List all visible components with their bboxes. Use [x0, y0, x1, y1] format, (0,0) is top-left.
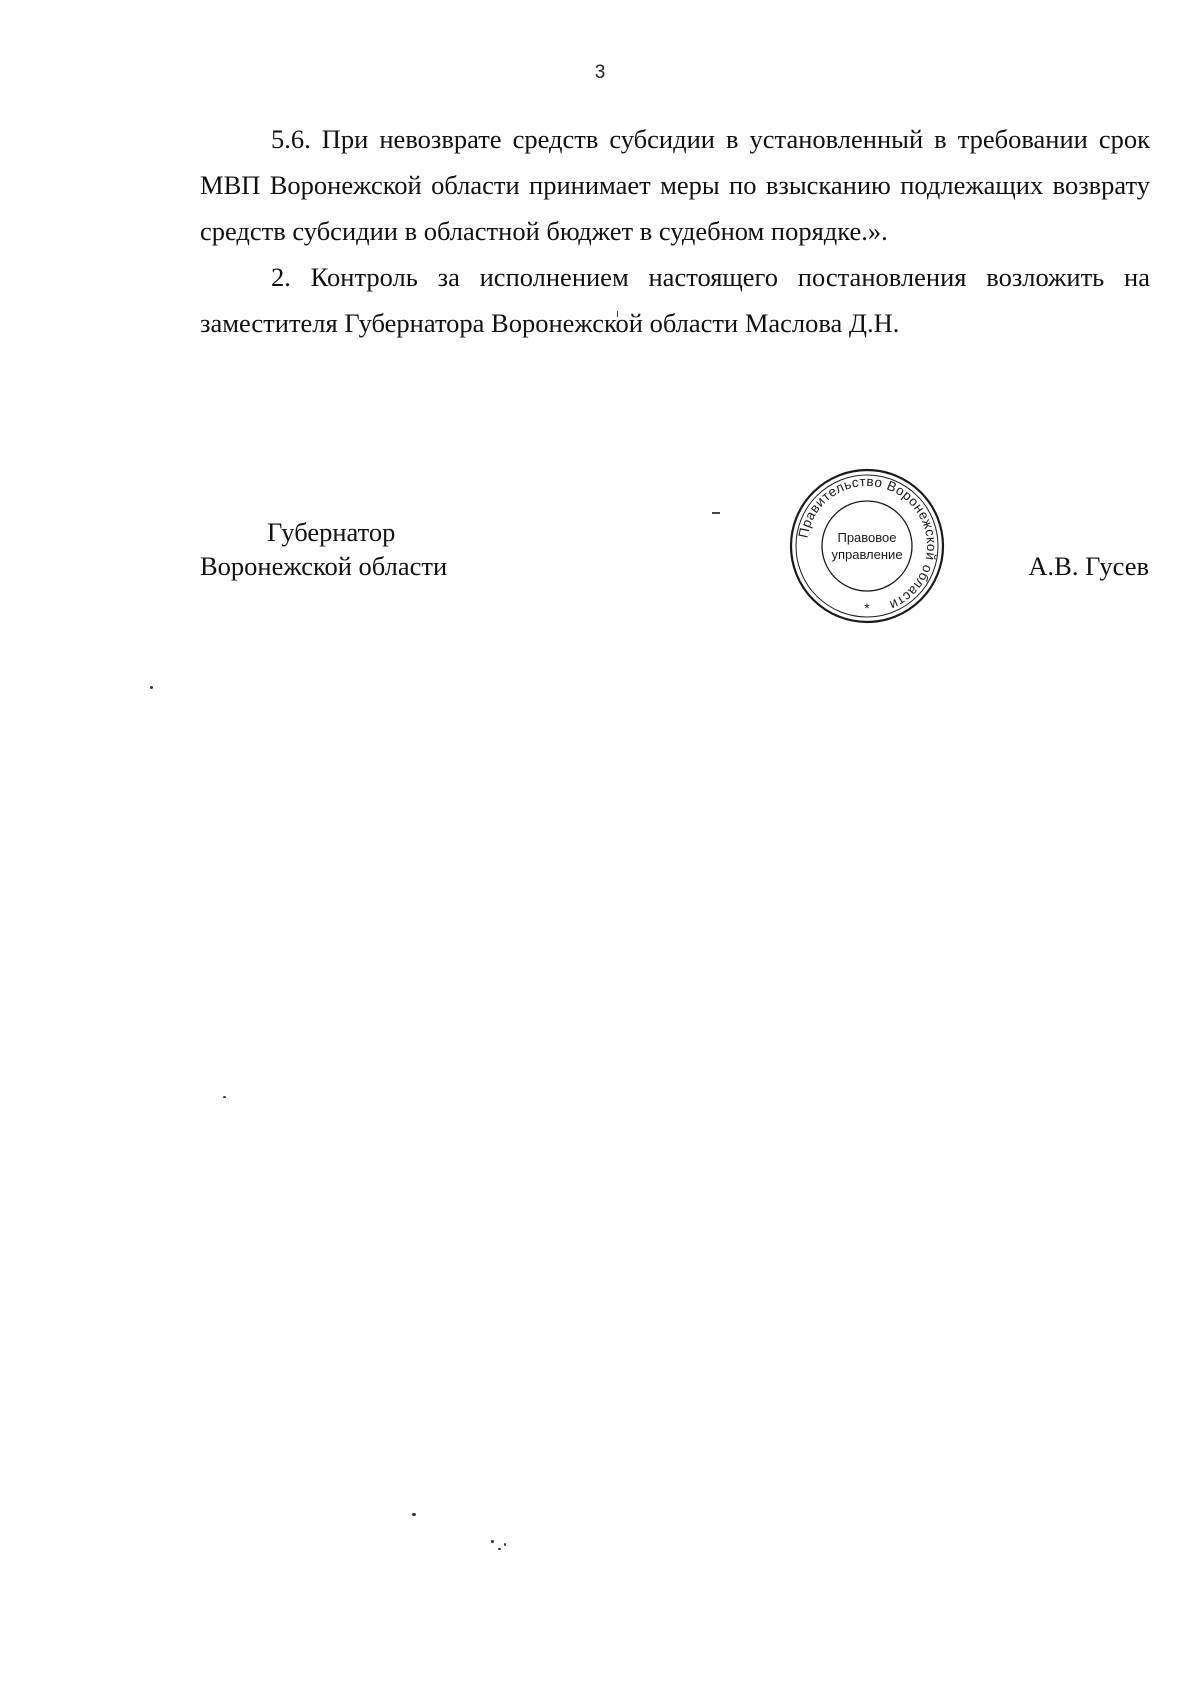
stamp-ring-text: Правительство Воронежской области — [795, 473, 940, 614]
scan-speck — [504, 1543, 506, 1546]
scan-mark — [712, 512, 720, 514]
document-body — [200, 116, 1150, 346]
stamp-center-line1: Правовое — [837, 530, 897, 545]
official-stamp — [787, 466, 947, 626]
scan-speck — [150, 686, 153, 689]
signatory-position-line1: Губернатор — [267, 517, 396, 547]
scan-speck — [498, 1548, 501, 1550]
stamp-seal-icon — [787, 466, 947, 626]
scan-speck — [491, 1540, 494, 1543]
signatory-position — [200, 515, 500, 583]
scan-speck — [223, 1096, 226, 1098]
scan-speck — [412, 1513, 416, 1516]
stamp-star: * — [864, 600, 870, 616]
signatory-position-line2: Воронежской области — [200, 551, 448, 581]
page-number: 3 — [594, 62, 606, 83]
paragraph-2: 2. Контроль за исполнением настоящего постановления возложить на заместителя Губернатора Воронежской области Маслова Д.Н. — [200, 262, 1150, 338]
signatory-name: А.В. Гусев — [1028, 551, 1149, 581]
stamp-center-line2: управление — [831, 547, 903, 562]
paragraph-5-6: 5.6. При невозврате средств субсидии в установленный в требовании срок МВП Воронежской области принимает меры по взысканию подлежащих возврату средств субсидии в областной бюджет в судебном порядке.». — [200, 124, 1150, 246]
